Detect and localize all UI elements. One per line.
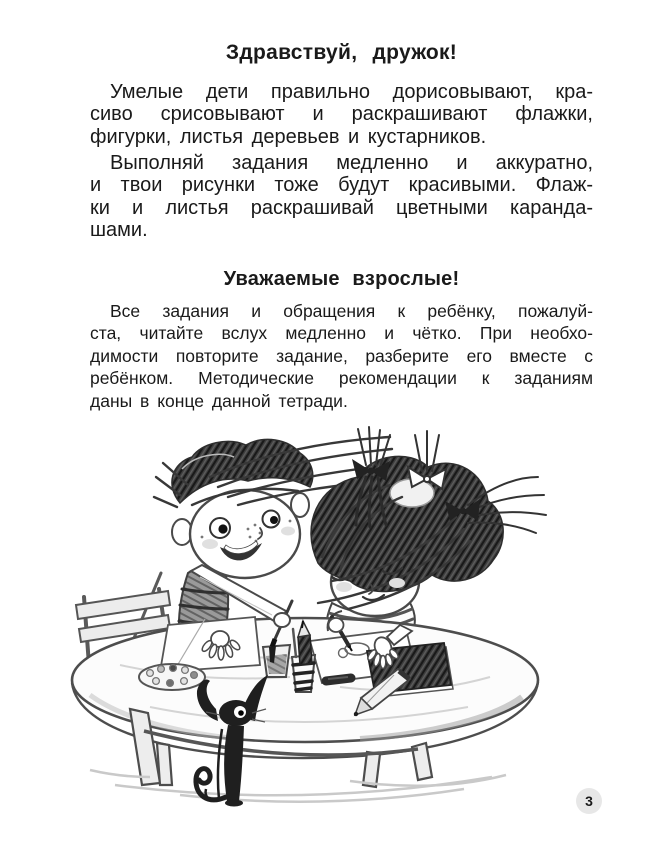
- adults-heading: Уважаемые взрослые!: [223, 268, 460, 290]
- text-line: фигурки, листья деревьев и кустарников.: [90, 125, 487, 148]
- girl-cheek: [389, 578, 405, 588]
- text-line: ребёнком. Методические рекомендации к заданиям: [90, 368, 593, 389]
- paragraph-children-intro: [90, 81, 593, 148]
- text-line: димости повторите задание, разберите его вместе с: [90, 345, 593, 366]
- boy-cheek: [281, 527, 295, 536]
- text-line: ки и листья раскрашивай цветными каранда-: [90, 196, 593, 219]
- pencil-upright: [298, 635, 312, 665]
- text-line: и твои рисунки тоже будут красивыми. Флаж-: [90, 174, 593, 197]
- text-line: сиво срисовывают и раскрашивают флажки,: [90, 103, 593, 126]
- girl-cheek: [336, 582, 352, 592]
- illustration-children-drawing-at-table: [60, 425, 550, 815]
- boy-cheek: [202, 539, 218, 549]
- text-line: Умелые дети правильно дорисовывают, кра-: [110, 81, 593, 103]
- paragraph-children-advice: [90, 152, 593, 242]
- text-line: ста, читайте вслух медленно и чётко. При необхо-: [90, 323, 593, 344]
- girl: [311, 427, 546, 639]
- paragraph-adults-note: [90, 300, 593, 412]
- text-line: шами.: [90, 219, 148, 242]
- page-number-badge: 3: [576, 788, 602, 814]
- boy-hand-brush: [274, 613, 290, 627]
- text-line: даны в конце данной тетради.: [90, 390, 348, 411]
- girl-hand-pencil: [329, 618, 344, 632]
- text-line: Все задания и обращения к ребёнку, пожалуй-: [110, 301, 593, 321]
- greeting-heading: Здравствуй, дружок!: [225, 41, 458, 64]
- text-line: Выполняй задания медленно и аккуратно,: [110, 152, 593, 174]
- cat-body: [224, 725, 244, 801]
